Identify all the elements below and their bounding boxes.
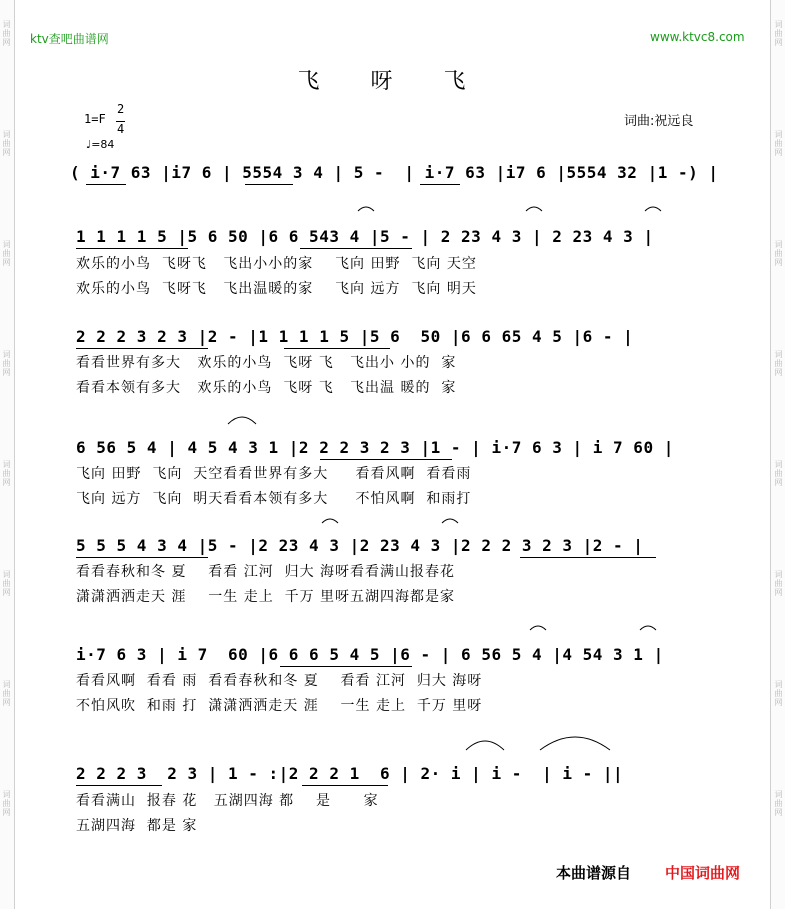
lyric-line-2: 五湖四海 都是 家 — [76, 818, 198, 834]
lyric-line-1: 看看风啊 看看 雨 看看春秋和冬 夏 看看 江河 归大 海呀 — [76, 673, 483, 689]
key-signature: 1=F — [84, 112, 106, 126]
site-right-link[interactable]: www.ktvc8.com — [650, 30, 745, 44]
watermark-text: 词曲网 — [2, 20, 11, 47]
source-label: 本曲谱源自 — [556, 864, 632, 882]
notation-row: 6 56 5 4 | 4 5 4 3 1 |2 2 2 3 2 3 |1 - | i·7 6 3 | i 7 60 | — [76, 438, 674, 457]
site-left-link[interactable]: ktv查吧曲谱网 — [30, 32, 109, 46]
slur-mark — [358, 207, 374, 211]
lyric-line-2: 飞向 远方 飞向 明天看看本领有多大 不怕风啊 和雨打 — [76, 491, 472, 507]
slur-mark — [322, 519, 338, 523]
slur-mark — [442, 519, 458, 523]
watermark-text: 词曲网 — [774, 790, 783, 817]
song-title: 飞 呀 飞 — [297, 69, 488, 94]
watermark-text: 词曲网 — [2, 570, 11, 597]
lyric-line-1: 欢乐的小鸟 飞呀飞 飞出小小的家 飞向 田野 飞向 天空 — [76, 256, 477, 272]
author-credit: 词曲:祝远良 — [624, 114, 694, 129]
notation-row: 2 2 2 3 2 3 | 1 - :|2 2 2 1 6 | 2· i | i - | i - || — [76, 764, 624, 783]
lyric-line-1: 飞向 田野 飞向 天空看看世界有多大 看看风啊 看看雨 — [76, 466, 472, 482]
watermark-text: 词曲网 — [774, 20, 783, 47]
quarter-note-icon: ♩ — [86, 138, 92, 151]
watermark-text: 词曲网 — [774, 350, 783, 377]
notation-row: 1 1 1 1 5 |5 6 50 |6 6 543 4 |5 - | 2 23 4 3 | 2 23 4 3 | — [76, 227, 654, 246]
watermark-text: 词曲网 — [774, 240, 783, 267]
notation-row: 5 5 5 4 3 4 |5 - |2 23 4 3 |2 23 4 3 |2 2 2 3 2 3 |2 - | — [76, 536, 644, 555]
time-signature-top: 2 — [117, 102, 125, 116]
notation-row: ( i·7 63 |i7 6 | 5554 3 4 | 5 - | i·7 63 |i7 6 |5554 32 |1 -) | — [70, 163, 719, 182]
slur-mark — [645, 207, 661, 211]
slur-mark — [228, 417, 256, 424]
watermark-text: 词曲网 — [774, 460, 783, 487]
notation-row: 2 2 2 3 2 3 |2 - |1 1 1 1 5 |5 6 50 |6 6 65 4 5 |6 - | — [76, 327, 634, 346]
watermark-text: 词曲网 — [2, 350, 11, 377]
time-signature-bottom: 4 — [117, 122, 125, 136]
watermark-text: 词曲网 — [2, 130, 11, 157]
watermark-text: 词曲网 — [2, 240, 11, 267]
slur-mark — [526, 207, 542, 211]
watermark-text: 词曲网 — [774, 680, 783, 707]
slur-mark — [466, 741, 504, 750]
notation-row: i·7 6 3 | i 7 60 |6 6 6 5 4 5 |6 - | 6 56 5 4 |4 54 3 1 | — [76, 645, 664, 664]
watermark-text: 词曲网 — [2, 680, 11, 707]
lyric-line-1: 看看世界有多大 欢乐的小鸟 飞呀 飞 飞出小 小的 家 — [76, 355, 457, 371]
lyric-line-1: 看看满山 报春 花 五湖四海 都 是 家 — [76, 793, 379, 809]
slur-mark — [530, 626, 546, 630]
tempo-value: =84 — [91, 138, 115, 151]
lyric-line-2: 潇潇洒洒走天 涯 一生 走上 千万 里呀五湖四海都是家 — [76, 589, 456, 605]
watermark-text: 词曲网 — [774, 570, 783, 597]
lyric-line-2: 看看本领有多大 欢乐的小鸟 飞呀 飞 飞出温 暖的 家 — [76, 380, 457, 396]
watermark-text: 词曲网 — [774, 130, 783, 157]
watermark-text: 词曲网 — [2, 790, 11, 817]
source-site-link[interactable]: 中国词曲网 — [665, 864, 741, 882]
watermark-text: 词曲网 — [2, 460, 11, 487]
lyric-line-1: 看看春秋和冬 夏 看看 江河 归大 海呀看看满山报春花 — [76, 564, 456, 580]
lyric-line-2: 欢乐的小鸟 飞呀飞 飞出温暖的家 飞向 远方 飞向 明天 — [76, 281, 477, 297]
slur-mark — [640, 626, 656, 630]
slur-mark — [540, 737, 610, 750]
lyric-line-2: 不怕风吹 和雨 打 潇潇洒洒走天 涯 一生 走上 千万 里呀 — [76, 698, 483, 714]
